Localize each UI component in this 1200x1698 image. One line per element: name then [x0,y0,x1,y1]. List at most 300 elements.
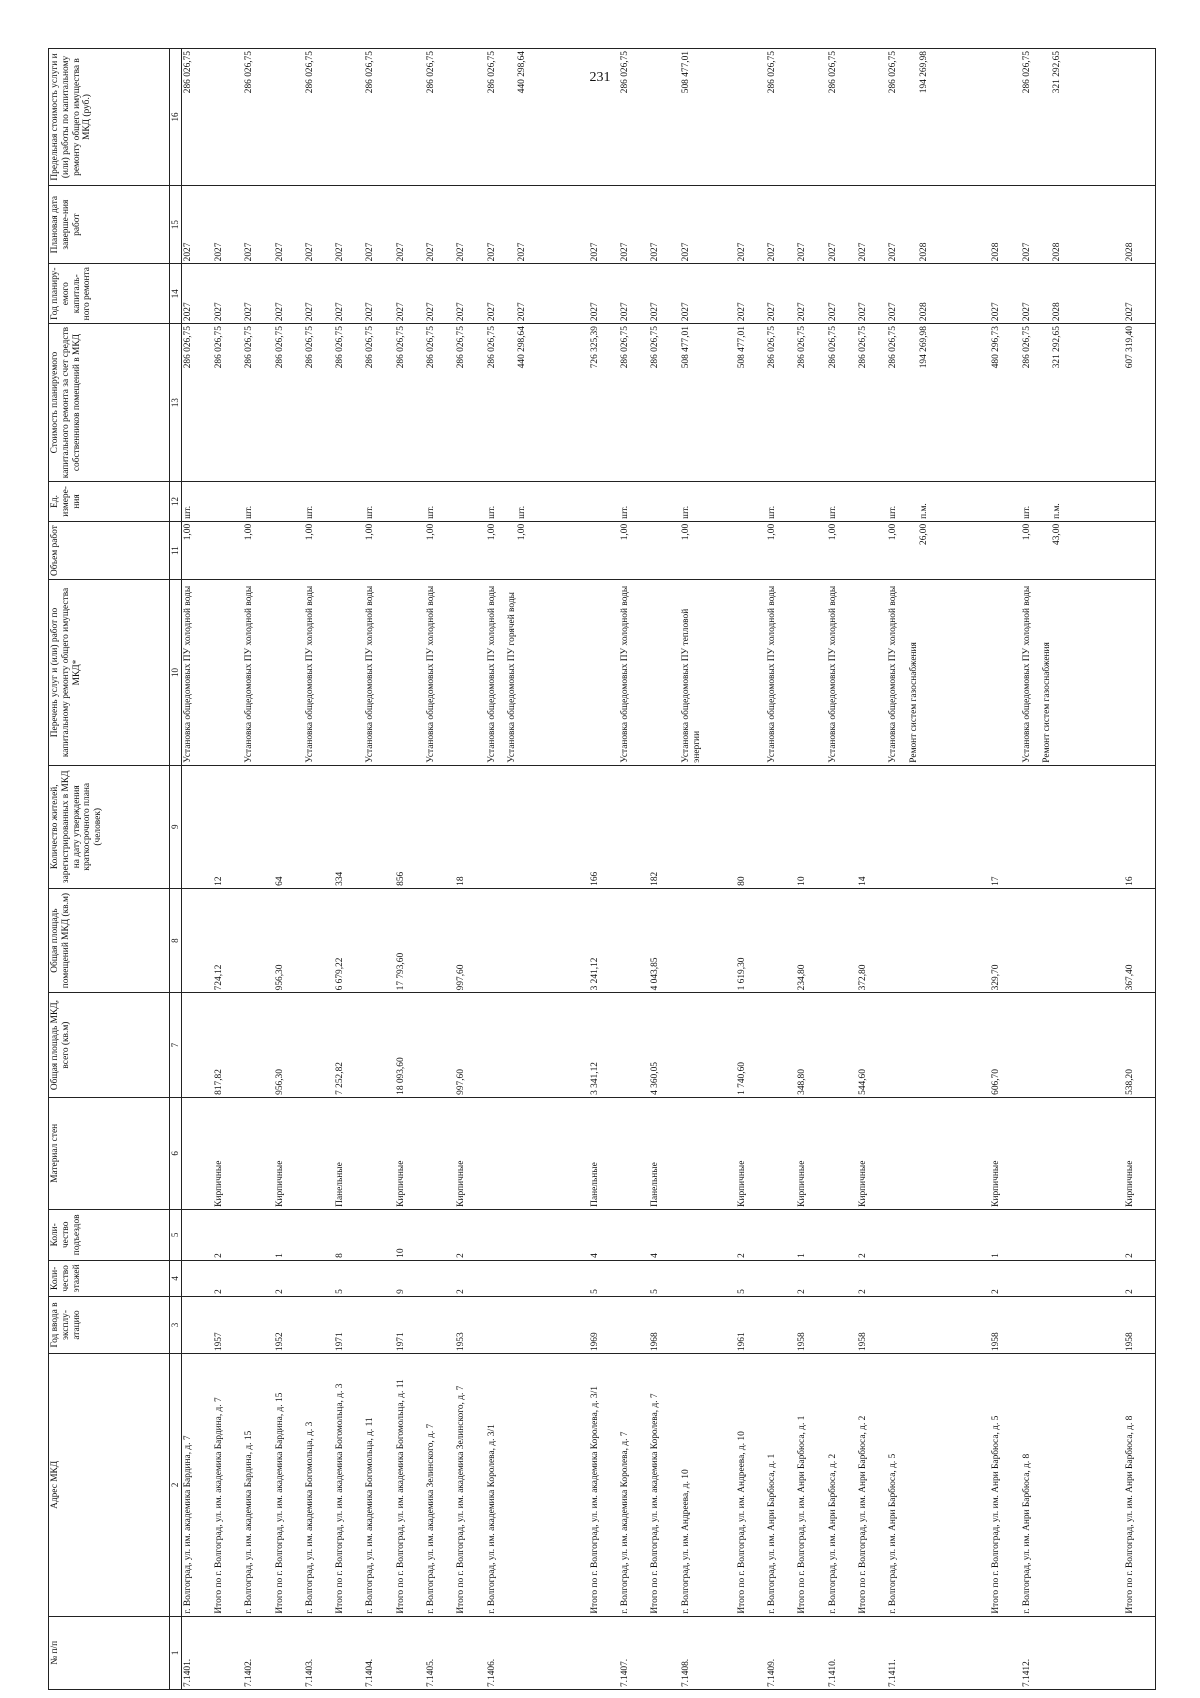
table-cell: 286 026,75 [649,324,679,482]
table-cell: шт. [619,482,649,522]
table-cell-line: 1,00 [517,523,528,541]
table-cell [887,1260,990,1296]
table-cell: 7.1405. [425,1616,455,1689]
table-cell [364,1260,394,1296]
table-cell: Панельные [334,1097,364,1209]
table-cell [334,49,364,186]
table-cell [274,49,304,186]
table-cell: 166 [589,765,619,888]
table-cell: г. Волгоград, ул. им. академика Бардина, д. 15 [243,1354,273,1617]
table-cell: 2027 [364,264,394,324]
column-number: 14 [170,264,182,324]
table-cell: 286 026,75 [425,49,455,186]
table-cell [486,580,589,765]
table-cell [243,1296,273,1353]
table-cell [827,888,857,993]
table-cell: 2 [857,1260,887,1296]
table-cell [887,580,990,765]
column-header: Коли-чество подъездов [49,1209,170,1260]
table-cell: Кирпичные [274,1097,304,1209]
table-cell: 2027 [334,185,364,263]
table-cell [887,49,990,186]
table-cell: 2027 [304,264,334,324]
table-cell: 1958 [796,1296,826,1353]
table-cell: 2 [1124,1209,1156,1260]
table-cell [736,521,766,579]
table-row [766,49,796,1690]
table-cell-line: 2028 [1052,242,1063,262]
table-cell: Итого по г. Волгоград, ул. им. академика Бардина, д. 15 [274,1354,304,1617]
table-cell-line: Ремонт систем газоснабжения [1042,642,1053,763]
table-cell: 372,80 [857,888,887,993]
table-cell [766,1097,796,1209]
table-cell: 14 [857,765,887,888]
table-cell: 1,00 [827,521,857,579]
table-cell: 508 477,01 [680,324,736,482]
column-number: 1 [170,1616,182,1689]
table-cell: 3 241,12 [589,888,619,993]
table-row [827,49,857,1690]
table-cell-line: 2027 [486,302,497,322]
table-cell: 1953 [455,1296,485,1353]
table-cell: 2027 [857,185,887,263]
table-cell: 286 026,75 [796,324,826,482]
table-cell: 4 360,05 [649,993,679,1098]
table-cell [455,49,485,186]
table-row-total [649,49,679,1690]
table-cell: 2 [857,1209,887,1260]
column-number: 16 [170,49,182,186]
table-cell-line: 2027 [888,302,899,322]
table-cell: г. Волгоград, ул. им. академика Бардина, д. 7 [182,1354,213,1617]
column-header: Адрес МКД [49,1354,170,1617]
table-cell: 348,80 [796,993,826,1098]
table-row-total [274,49,304,1690]
table-cell-line: 2027 [517,242,528,262]
table-cell: 2 [455,1209,485,1260]
table-cell: 1,00 [304,521,334,579]
table-cell: 2027 [395,185,425,263]
table-cell [1021,1260,1124,1296]
table-cell [649,521,679,579]
table-cell: 2 [1124,1260,1156,1296]
table-cell [486,482,589,522]
column-header: Плановая дата заверше-ния работ [49,185,170,263]
table-cell [486,1097,589,1209]
table-cell: 12 [213,765,243,888]
table-cell-line: 1,00 [1021,523,1032,541]
table-cell: 956,30 [274,993,304,1098]
table-cell: 286 026,75 [619,324,649,482]
column-header: Год планиру-емого капиталь-ного ремонта [49,264,170,324]
table-cell [766,993,796,1098]
table-cell [766,1260,796,1296]
table-cell-line: 321 292,65 [1052,51,1063,94]
column-header: Материал стен [49,1097,170,1209]
table-cell-line: 286 026,75 [1021,326,1032,369]
table-cell [425,1296,455,1353]
table-cell: 2027 [1124,264,1156,324]
table-cell: 2027 [334,264,364,324]
table-cell: 18 093,60 [395,993,425,1098]
capital-repair-plan-table [48,48,1156,1690]
table-cell: 4 [589,1209,619,1260]
table-cell: 2027 [455,185,485,263]
table-cell: 5 [736,1260,766,1296]
table-cell: 2 [455,1260,485,1296]
table-cell: 2027 [425,185,455,263]
table-cell [182,1097,213,1209]
table-cell: шт. [182,482,213,522]
table-cell: Итого по г. Волгоград, ул. им. академика Зелинского, д. 7 [455,1354,485,1617]
table-cell [589,49,619,186]
table-cell [619,1209,649,1260]
table-row [486,49,589,1690]
rotated-table-container [48,48,1156,1690]
table-cell [589,521,619,579]
table-cell-line: 440 298,64 [517,326,528,369]
table-header [49,49,182,1690]
table-cell [455,580,485,765]
table-row-total [455,49,485,1690]
table-cell: г. Волгоград, ул. им. академика Зелинского, д. 7 [425,1354,455,1617]
table-cell: Панельные [589,1097,619,1209]
table-cell [1021,185,1124,263]
table-cell: 1971 [395,1296,425,1353]
table-cell: 480 296,73 [990,324,1020,482]
column-header: Ед. измере-ния [49,482,170,522]
table-cell: 2027 [619,185,649,263]
table-cell: 2028 [1124,185,1156,263]
table-cell: Панельные [649,1097,679,1209]
table-cell: 2028 [990,185,1020,263]
table-cell [619,1097,649,1209]
table-cell-line: 194 269,98 [918,51,929,94]
column-number: 12 [170,482,182,522]
table-cell [1124,49,1156,186]
table-cell-line: 286 026,75 [888,51,899,94]
table-cell-line: 2027 [486,242,497,262]
table-cell [364,765,394,888]
table-cell: 329,70 [990,888,1020,993]
table-cell [486,264,589,324]
table-cell-line: 440 298,64 [517,51,528,94]
table-cell: 508 477,01 [680,49,736,186]
table-cell: 606,70 [990,993,1020,1098]
table-cell [887,1097,990,1209]
column-number: 4 [170,1260,182,1296]
table-cell: Установка общедомовых ПУ холодной воды [766,580,796,765]
table-cell [304,993,334,1098]
table-cell: Установка общедомовых ПУ тепловой энергии [680,580,736,765]
table-cell: Итого по г. Волгоград, ул. им. академика Бардина, д. 7 [213,1354,243,1617]
table-cell: 7.1403. [304,1616,334,1689]
table-cell [796,482,826,522]
table-cell [1124,482,1156,522]
table-cell: 7.1408. [680,1616,736,1689]
column-number: 3 [170,1296,182,1353]
table-cell [395,521,425,579]
table-cell: шт. [827,482,857,522]
table-cell: 544,60 [857,993,887,1098]
table-cell: 1,00 [619,521,649,579]
table-cell [619,765,649,888]
table-cell [887,482,990,522]
column-number: 11 [170,521,182,579]
table-cell: 1 740,60 [736,993,766,1098]
table-cell: 856 [395,765,425,888]
table-cell: 2 [213,1209,243,1260]
table-cell [486,521,589,579]
table-cell: Итого по г. Волгоград, ул. им. Анри Барбюса, д. 1 [796,1354,826,1617]
table-cell: 724,12 [213,888,243,993]
table-cell [182,1260,213,1296]
table-cell [827,993,857,1098]
table-cell: шт. [243,482,273,522]
table-cell: 4 043,85 [649,888,679,993]
table-cell-line: шт. [888,505,899,519]
table-cell [395,49,425,186]
table-cell [1124,1616,1156,1689]
page-number: 231 [589,70,611,85]
table-cell [827,1296,857,1353]
table-cell: г. Волгоград, ул. им. академика Богомольца, д. 11 [364,1354,394,1617]
table-row [680,49,736,1690]
table-cell [182,1209,213,1260]
table-cell [274,521,304,579]
table-cell [213,1616,243,1689]
table-cell-line: 2027 [888,242,899,262]
table-cell-line: Установка общедомовых ПУ холодной воды [486,585,497,763]
table-cell: 1,00 [243,521,273,579]
table-cell [990,482,1020,522]
table-cell: 7.1410. [827,1616,857,1689]
table-row [887,49,990,1690]
table-cell [887,993,990,1098]
table-cell [857,1616,887,1689]
table-cell: 538,20 [1124,993,1156,1098]
table-cell: 286 026,75 [425,324,455,482]
table-cell: Кирпичные [455,1097,485,1209]
table-cell: Итого по г. Волгоград, ул. им. Анри Барбюса, д. 2 [857,1354,887,1617]
table-cell [1021,264,1124,324]
table-cell: 2027 [680,185,736,263]
table-cell: 1,00 [182,521,213,579]
table-cell [680,1097,736,1209]
table-cell: шт. [364,482,394,522]
table-cell: 1,00 [364,521,394,579]
table-cell [486,324,589,482]
table-row [1021,49,1124,1690]
table-cell [425,765,455,888]
table-cell: 1961 [736,1296,766,1353]
table-cell [1021,1296,1124,1353]
table-cell [334,580,364,765]
table-cell [827,1260,857,1296]
table-cell [486,1209,589,1260]
table-cell: 2 [736,1209,766,1260]
table-cell: 2027 [736,185,766,263]
table-cell-line: 286 026,75 [486,51,497,94]
table-cell: 2027 [589,264,619,324]
table-cell-line: 2028 [1052,302,1063,322]
table-cell-line: Ремонт систем газоснабжения [908,642,919,763]
table-cell [364,888,394,993]
table-cell [680,993,736,1098]
table-cell [395,482,425,522]
table-cell: 2027 [990,264,1020,324]
column-header: Стоимость планируемого капитального ремонта за счет средств собственников помещений в МКД [49,324,170,482]
table-cell: 10 [395,1209,425,1260]
table-cell [334,1616,364,1689]
table-cell: Кирпичные [736,1097,766,1209]
table-row [364,49,394,1690]
table-cell: 2027 [304,185,334,263]
table-cell [243,1209,273,1260]
table-cell: 2027 [619,264,649,324]
table-cell: 64 [274,765,304,888]
column-number: 13 [170,324,182,482]
table-cell [766,765,796,888]
table-cell: 817,82 [213,993,243,1098]
table-cell: шт. [680,482,736,522]
column-number: 10 [170,580,182,765]
table-row-total [736,49,766,1690]
column-header: Количество жителей, зарегистрированных в МКД на дату утверждения краткосрочного плана (человек) [49,765,170,888]
column-header: Предельная стоимость услуги и (или) работы по капитальному ремонту общего имущества в МКД (руб.) [49,49,170,186]
table-cell: 5 [589,1260,619,1296]
table-cell-line: 194 269,98 [918,326,929,369]
table-cell [649,49,679,186]
table-cell: 10 [796,765,826,888]
table-cell-line: 286 026,75 [888,326,899,369]
table-cell [796,521,826,579]
table-cell [1021,49,1124,186]
table-cell: 2 [990,1260,1020,1296]
table-cell-line: 2028 [918,302,929,322]
table-cell: г. Волгоград, ул. им. Анри Барбюса, д. 8 [1021,1354,1124,1617]
table-cell [486,185,589,263]
table-cell: Итого по г. Волгоград, ул. им. Анри Барбюса, д. 5 [990,1354,1020,1617]
table-cell-line: 2027 [1021,302,1032,322]
table-cell: 1971 [334,1296,364,1353]
table-cell [990,1616,1020,1689]
table-cell [589,1616,619,1689]
table-cell: 80 [736,765,766,888]
table-cell [1021,765,1124,888]
column-header: № п/п [49,1616,170,1689]
table-cell: 997,60 [455,888,485,993]
table-cell [796,580,826,765]
table-row-total [796,49,826,1690]
table-cell [486,888,589,993]
table-cell-line: 26,00 [918,523,929,545]
table-cell-line: шт. [1021,505,1032,519]
table-cell: 2027 [736,264,766,324]
table-cell: 6 679,22 [334,888,364,993]
table-cell [304,1260,334,1296]
table-cell: 2027 [425,264,455,324]
table-cell: г. Волгоград, ул. им. академика Королева, д. 7 [619,1354,649,1617]
table-cell: 726 325,39 [589,324,619,482]
table-cell: 286 026,75 [304,49,334,186]
column-headers-row [49,49,170,1690]
table-cell: 1 [796,1209,826,1260]
table-cell-line: шт. [486,505,497,519]
table-cell [304,1209,334,1260]
table-cell [887,185,990,263]
table-cell [1124,580,1156,765]
table-cell: 286 026,75 [619,49,649,186]
table-cell [243,993,273,1098]
column-header: Объем работ [49,521,170,579]
table-cell: 2027 [766,264,796,324]
table-cell-line: шт. [517,505,528,519]
table-cell [304,1097,334,1209]
table-cell [182,1296,213,1353]
table-cell-line: 1,00 [888,523,899,541]
table-cell: Установка общедомовых ПУ холодной воды [182,580,213,765]
table-cell: 7.1404. [364,1616,394,1689]
table-cell: 286 026,75 [455,324,485,482]
table-cell [425,1209,455,1260]
table-cell [887,264,990,324]
table-cell: 286 026,75 [766,49,796,186]
table-cell: Установка общедомовых ПУ холодной воды [364,580,394,765]
table-cell [425,993,455,1098]
table-cell: Установка общедомовых ПУ холодной воды [243,580,273,765]
table-cell: 286 026,75 [395,324,425,482]
table-cell: 2 [274,1260,304,1296]
table-cell: 286 026,75 [243,49,273,186]
table-cell: 286 026,75 [766,324,796,482]
table-row-total [589,49,619,1690]
column-number: 8 [170,888,182,993]
table-cell: Итого по г. Волгоград, ул. им. Андреева, д. 10 [736,1354,766,1617]
table-cell: 7.1407. [619,1616,649,1689]
table-cell: 2027 [182,264,213,324]
table-cell [1021,521,1124,579]
table-row [243,49,273,1690]
table-cell: 17 793,60 [395,888,425,993]
table-cell: 2 [213,1260,243,1296]
table-cell: г. Волгоград, ул. им. академика Королева, д. 3/1 [486,1354,589,1617]
table-cell: 182 [649,765,679,888]
table-cell [364,1296,394,1353]
table-cell: 2027 [649,185,679,263]
table-cell: 2027 [796,185,826,263]
table-cell [766,888,796,993]
table-cell [182,993,213,1098]
table-cell [1124,521,1156,579]
table-cell: 334 [334,765,364,888]
table-cell [990,521,1020,579]
table-cell: Кирпичные [213,1097,243,1209]
table-cell: 7.1401. [182,1616,213,1689]
table-cell [736,1616,766,1689]
table-cell: Кирпичные [1124,1097,1156,1209]
table-cell [455,482,485,522]
table-cell [990,49,1020,186]
table-cell [1021,993,1124,1098]
table-cell [274,580,304,765]
table-cell [827,1209,857,1260]
table-cell: 286 026,75 [243,324,273,482]
column-header: Коли-чество этажей [49,1260,170,1296]
table-cell [887,888,990,993]
table-cell: Установка общедомовых ПУ холодной воды [425,580,455,765]
table-cell [680,888,736,993]
